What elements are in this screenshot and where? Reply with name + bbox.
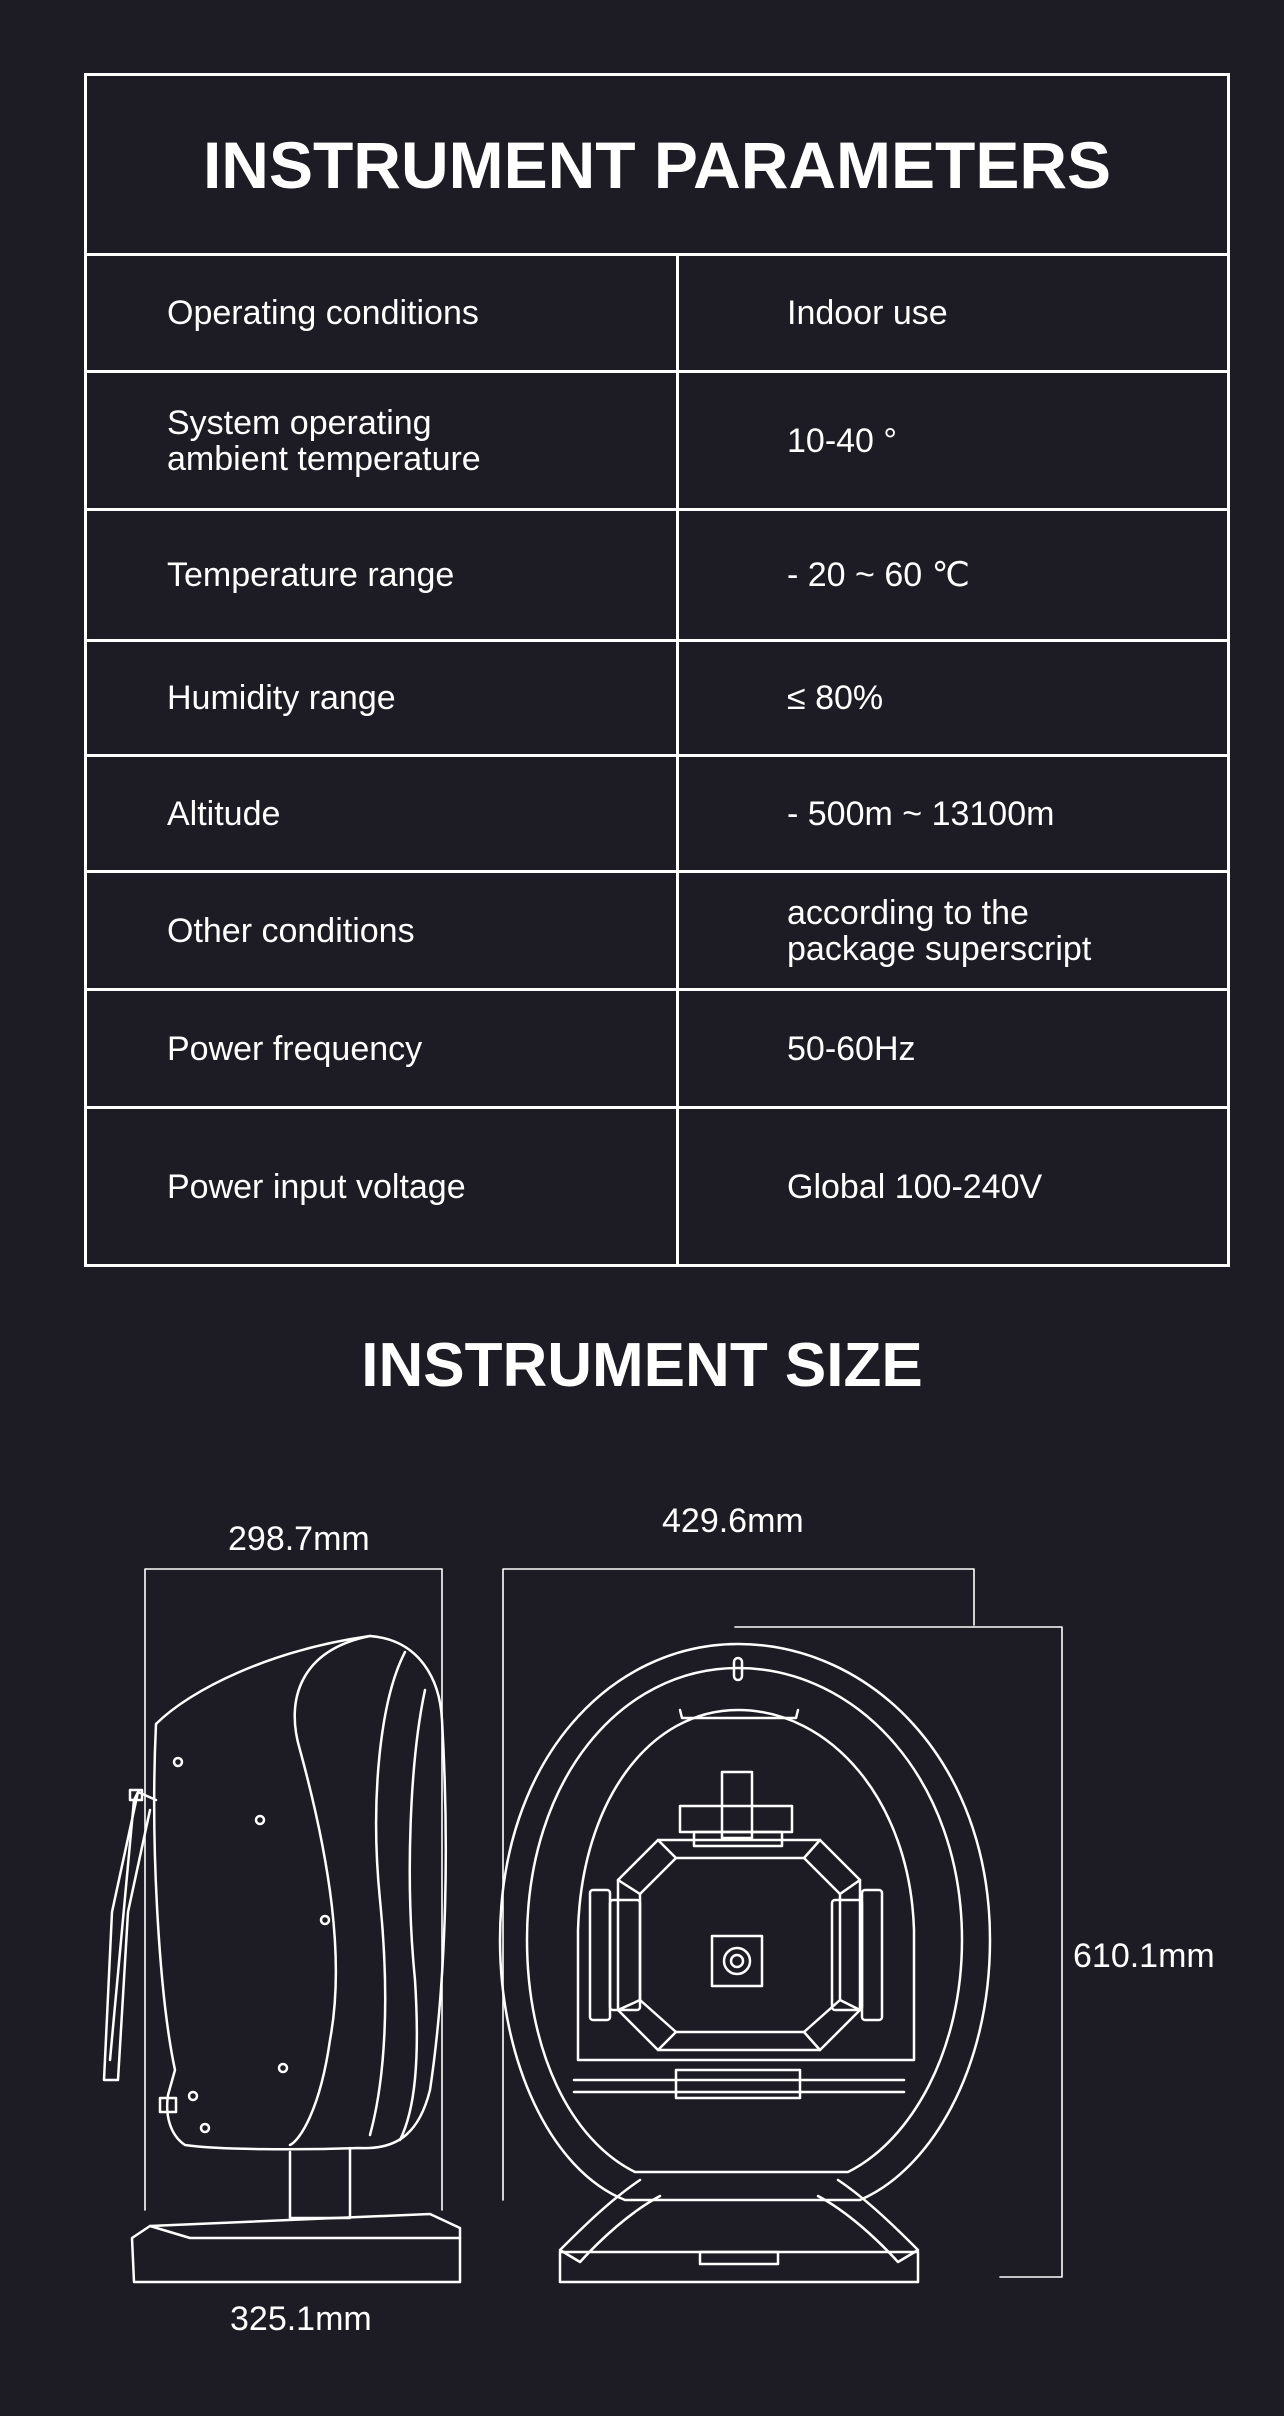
row-value: Global 100-240V	[787, 1167, 1043, 1206]
table-row	[87, 873, 1227, 991]
row-label: Humidity range	[167, 679, 396, 717]
table-row	[87, 373, 1227, 511]
row-value: Indoor use	[787, 294, 948, 332]
row-value: 10-40 °	[787, 421, 898, 460]
row-label: Power frequency	[167, 1029, 423, 1068]
row-label: Temperature range	[167, 556, 455, 594]
side-width-label: 298.7mm	[228, 1520, 370, 1558]
table-row	[87, 511, 1227, 642]
row-label: System operating ambient temperature	[167, 403, 481, 478]
parameters-table	[84, 73, 1230, 1267]
table-row	[87, 256, 1227, 373]
dimension-lines	[145, 1569, 1062, 2277]
row-label: Altitude	[167, 794, 281, 833]
row-label: Operating conditions	[167, 294, 479, 332]
side-view	[104, 1636, 460, 2282]
base-width-label: 325.1mm	[230, 2300, 372, 2338]
size-title: INSTRUMENT SIZE	[361, 1331, 923, 1400]
height-label: 610.1mm	[1073, 1937, 1215, 1975]
row-label: Power input voltage	[167, 1167, 466, 1206]
table-row	[87, 991, 1227, 1109]
row-value: - 20 ~ 60 ℃	[787, 556, 970, 594]
row-value: ≤ 80%	[787, 679, 884, 717]
table-row	[87, 757, 1227, 873]
row-label: Other conditions	[167, 911, 415, 950]
row-value: according to the package superscript	[787, 893, 1092, 968]
table-row	[87, 642, 1227, 757]
parameters-title: INSTRUMENT PARAMETERS	[87, 76, 1227, 256]
front-width-label: 429.6mm	[662, 1502, 804, 1540]
front-view	[500, 1644, 990, 2282]
row-value: - 500m ~ 13100m	[787, 794, 1055, 833]
table-row	[87, 1109, 1227, 1264]
row-value: 50-60Hz	[787, 1029, 916, 1068]
